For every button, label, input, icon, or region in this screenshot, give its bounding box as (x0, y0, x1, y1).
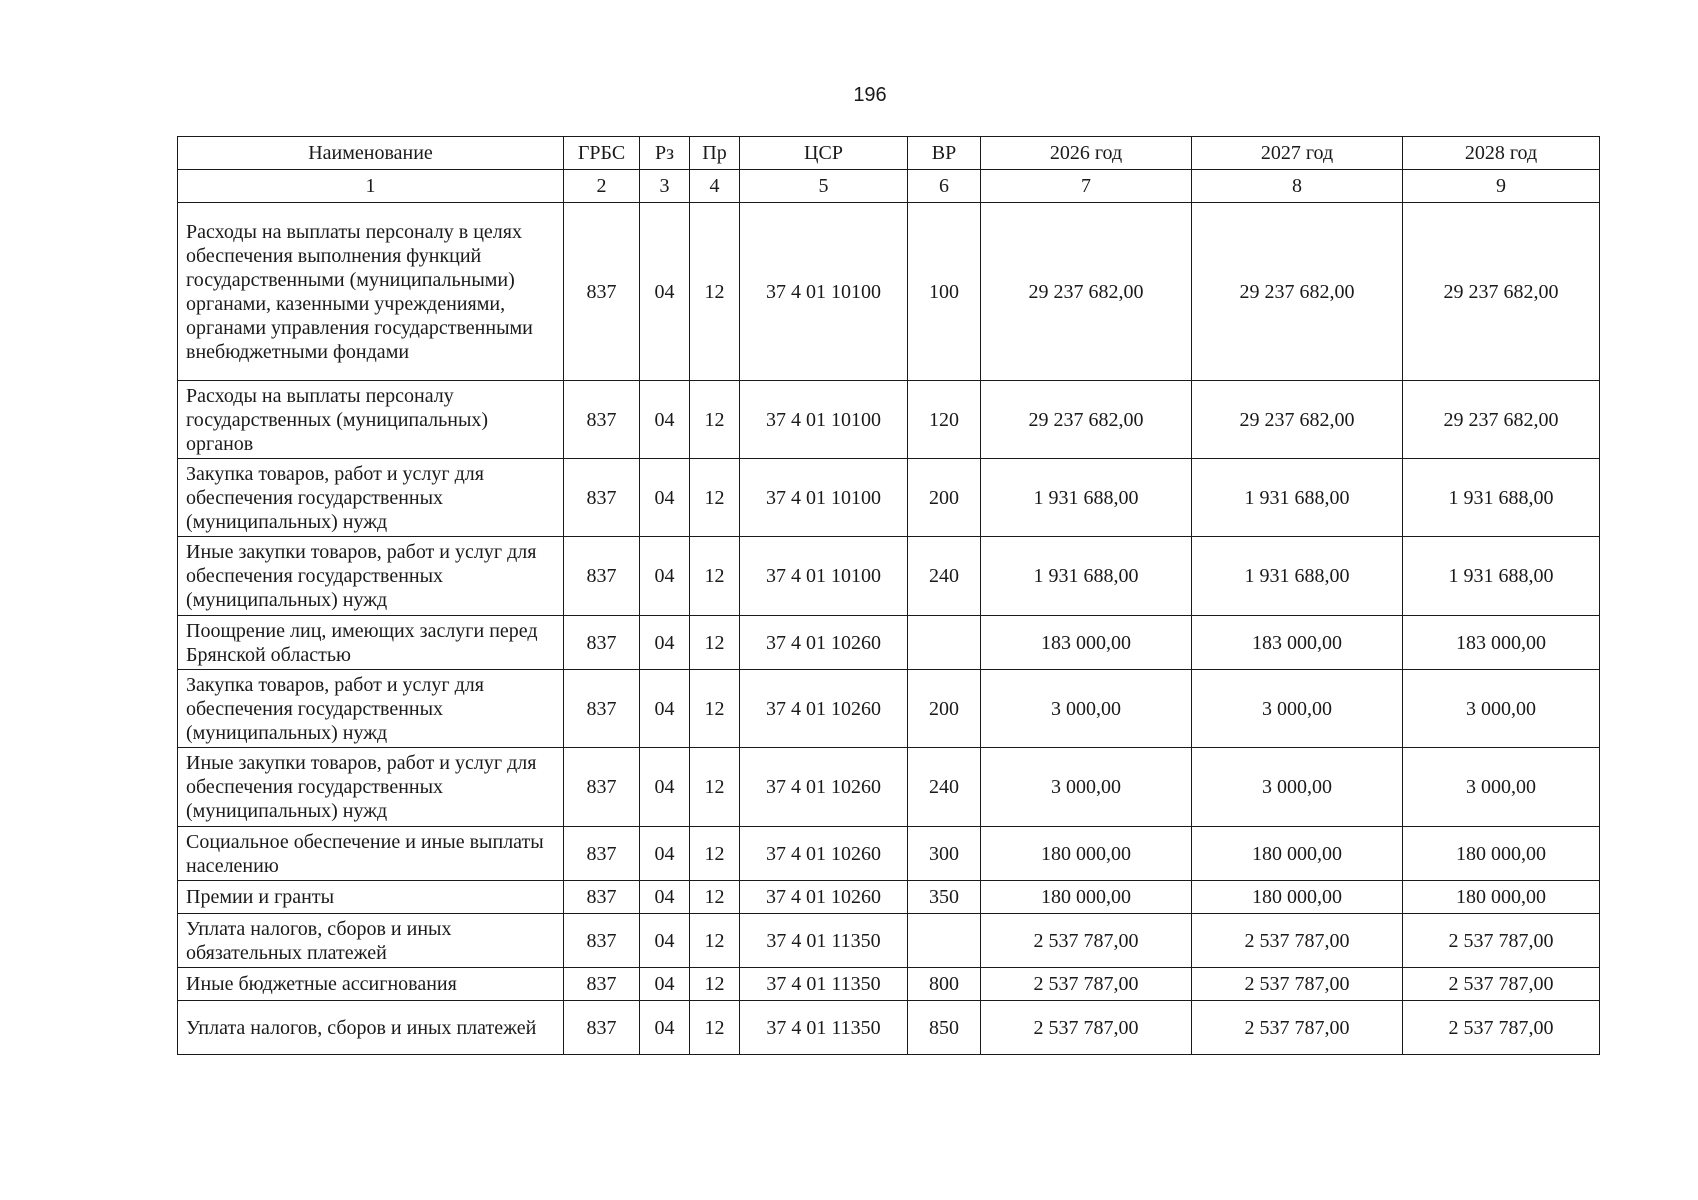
header-grbs: ГРБС (564, 137, 640, 170)
table-row (178, 748, 1600, 827)
row-csr: 37 4 01 10260 (740, 881, 908, 914)
row-2027: 29 237 682,00 (1192, 381, 1403, 459)
table-row (178, 881, 1600, 914)
table-row (178, 537, 1600, 616)
column-number: 4 (690, 170, 740, 203)
row-name: Социальное обеспечение и иные выплаты населению (178, 827, 564, 881)
row-rz: 04 (640, 827, 690, 881)
row-name: Иные бюджетные ассигнования (178, 968, 564, 1001)
column-number: 5 (740, 170, 908, 203)
row-vr: 200 (908, 670, 981, 748)
row-vr: 200 (908, 459, 981, 537)
header-2027: 2027 год (1192, 137, 1403, 170)
row-2027: 180 000,00 (1192, 827, 1403, 881)
row-rz: 04 (640, 537, 690, 616)
row-csr: 37 4 01 11350 (740, 968, 908, 1001)
row-rz: 04 (640, 381, 690, 459)
row-2026: 2 537 787,00 (981, 1001, 1192, 1055)
column-number: 8 (1192, 170, 1403, 203)
row-rz: 04 (640, 914, 690, 968)
row-vr (908, 914, 981, 968)
header-row (178, 137, 1600, 170)
row-pr: 12 (690, 616, 740, 670)
row-2026: 180 000,00 (981, 881, 1192, 914)
row-2027: 3 000,00 (1192, 670, 1403, 748)
row-2028: 2 537 787,00 (1403, 1001, 1600, 1055)
header-csr: ЦСР (740, 137, 908, 170)
header-2026: 2026 год (981, 137, 1192, 170)
row-csr: 37 4 01 10100 (740, 381, 908, 459)
row-csr: 37 4 01 11350 (740, 914, 908, 968)
row-2026: 1 931 688,00 (981, 537, 1192, 616)
row-grbs: 837 (564, 1001, 640, 1055)
row-csr: 37 4 01 10100 (740, 459, 908, 537)
row-pr: 12 (690, 914, 740, 968)
row-2027: 183 000,00 (1192, 616, 1403, 670)
row-name: Закупка товаров, работ и услуг для обеспечения государственных (муниципальных) нужд (178, 459, 564, 537)
row-2027: 29 237 682,00 (1192, 203, 1403, 381)
row-2026: 3 000,00 (981, 748, 1192, 827)
table-row (178, 968, 1600, 1001)
row-2028: 180 000,00 (1403, 881, 1600, 914)
row-csr: 37 4 01 10260 (740, 827, 908, 881)
table-row (178, 1001, 1600, 1055)
row-pr: 12 (690, 1001, 740, 1055)
row-pr: 12 (690, 968, 740, 1001)
row-pr: 12 (690, 459, 740, 537)
header-pr: Пр (690, 137, 740, 170)
row-2026: 3 000,00 (981, 670, 1192, 748)
table-row (178, 670, 1600, 748)
row-vr: 120 (908, 381, 981, 459)
row-rz: 04 (640, 1001, 690, 1055)
column-number: 9 (1403, 170, 1600, 203)
row-2028: 2 537 787,00 (1403, 968, 1600, 1001)
budget-table (177, 136, 1600, 1055)
row-csr: 37 4 01 10260 (740, 616, 908, 670)
row-rz: 04 (640, 670, 690, 748)
row-pr: 12 (690, 381, 740, 459)
row-vr: 240 (908, 537, 981, 616)
row-vr: 300 (908, 827, 981, 881)
row-2028: 29 237 682,00 (1403, 203, 1600, 381)
column-number: 2 (564, 170, 640, 203)
row-2026: 2 537 787,00 (981, 968, 1192, 1001)
row-grbs: 837 (564, 616, 640, 670)
table-row (178, 827, 1600, 881)
row-name: Иные закупки товаров, работ и услуг для обеспечения государственных (муниципальных) нужд (178, 748, 564, 827)
row-name: Расходы на выплаты персоналу государственных (муниципальных) органов (178, 381, 564, 459)
row-2026: 29 237 682,00 (981, 381, 1192, 459)
row-grbs: 837 (564, 748, 640, 827)
row-2026: 2 537 787,00 (981, 914, 1192, 968)
row-2028: 180 000,00 (1403, 827, 1600, 881)
row-rz: 04 (640, 616, 690, 670)
row-vr: 350 (908, 881, 981, 914)
row-grbs: 837 (564, 914, 640, 968)
row-vr: 800 (908, 968, 981, 1001)
row-name: Закупка товаров, работ и услуг для обеспечения государственных (муниципальных) нужд (178, 670, 564, 748)
row-2028: 183 000,00 (1403, 616, 1600, 670)
row-pr: 12 (690, 827, 740, 881)
row-rz: 04 (640, 203, 690, 381)
header-rz: Рз (640, 137, 690, 170)
row-vr: 100 (908, 203, 981, 381)
row-pr: 12 (690, 670, 740, 748)
row-2028: 2 537 787,00 (1403, 914, 1600, 968)
row-grbs: 837 (564, 827, 640, 881)
row-vr: 850 (908, 1001, 981, 1055)
row-name: Поощрение лиц, имеющих заслуги перед Брянской областью (178, 616, 564, 670)
row-2027: 2 537 787,00 (1192, 968, 1403, 1001)
row-name: Уплата налогов, сборов и иных обязательных платежей (178, 914, 564, 968)
page-number: 196 (853, 84, 887, 106)
row-csr: 37 4 01 10100 (740, 203, 908, 381)
row-2027: 2 537 787,00 (1192, 1001, 1403, 1055)
column-number: 1 (178, 170, 564, 203)
row-2026: 183 000,00 (981, 616, 1192, 670)
row-2027: 1 931 688,00 (1192, 459, 1403, 537)
row-pr: 12 (690, 748, 740, 827)
row-2028: 1 931 688,00 (1403, 459, 1600, 537)
row-csr: 37 4 01 10260 (740, 670, 908, 748)
row-pr: 12 (690, 881, 740, 914)
column-number-row (178, 170, 1600, 203)
row-name: Расходы на выплаты персоналу в целях обеспечения выполнения функций государственными (муниципальными) органами, казенными учреждениями, органами управления государственными внебюджетными фондами (178, 203, 564, 381)
row-2027: 3 000,00 (1192, 748, 1403, 827)
table-row (178, 616, 1600, 670)
row-grbs: 837 (564, 381, 640, 459)
header-name: Наименование (178, 137, 564, 170)
header-2028: 2028 год (1403, 137, 1600, 170)
row-rz: 04 (640, 748, 690, 827)
row-vr: 240 (908, 748, 981, 827)
row-2028: 3 000,00 (1403, 748, 1600, 827)
header-vr: ВР (908, 137, 981, 170)
row-vr (908, 616, 981, 670)
column-number: 6 (908, 170, 981, 203)
row-csr: 37 4 01 10260 (740, 748, 908, 827)
row-grbs: 837 (564, 459, 640, 537)
row-2026: 180 000,00 (981, 827, 1192, 881)
row-2028: 3 000,00 (1403, 670, 1600, 748)
row-2027: 180 000,00 (1192, 881, 1403, 914)
row-name: Иные закупки товаров, работ и услуг для обеспечения государственных (муниципальных) нужд (178, 537, 564, 616)
table-row (178, 203, 1600, 381)
column-number: 7 (981, 170, 1192, 203)
column-number: 3 (640, 170, 690, 203)
row-2027: 1 931 688,00 (1192, 537, 1403, 616)
row-2026: 29 237 682,00 (981, 203, 1192, 381)
row-grbs: 837 (564, 670, 640, 748)
row-name: Премии и гранты (178, 881, 564, 914)
row-grbs: 837 (564, 203, 640, 381)
row-2026: 1 931 688,00 (981, 459, 1192, 537)
row-rz: 04 (640, 459, 690, 537)
table-row (178, 459, 1600, 537)
row-pr: 12 (690, 203, 740, 381)
row-name: Уплата налогов, сборов и иных платежей (178, 1001, 564, 1055)
row-grbs: 837 (564, 968, 640, 1001)
row-rz: 04 (640, 881, 690, 914)
row-2027: 2 537 787,00 (1192, 914, 1403, 968)
row-csr: 37 4 01 11350 (740, 1001, 908, 1055)
row-csr: 37 4 01 10100 (740, 537, 908, 616)
row-rz: 04 (640, 968, 690, 1001)
row-grbs: 837 (564, 881, 640, 914)
row-grbs: 837 (564, 537, 640, 616)
row-2028: 1 931 688,00 (1403, 537, 1600, 616)
table-row (178, 381, 1600, 459)
table-row (178, 914, 1600, 968)
row-2028: 29 237 682,00 (1403, 381, 1600, 459)
row-pr: 12 (690, 537, 740, 616)
